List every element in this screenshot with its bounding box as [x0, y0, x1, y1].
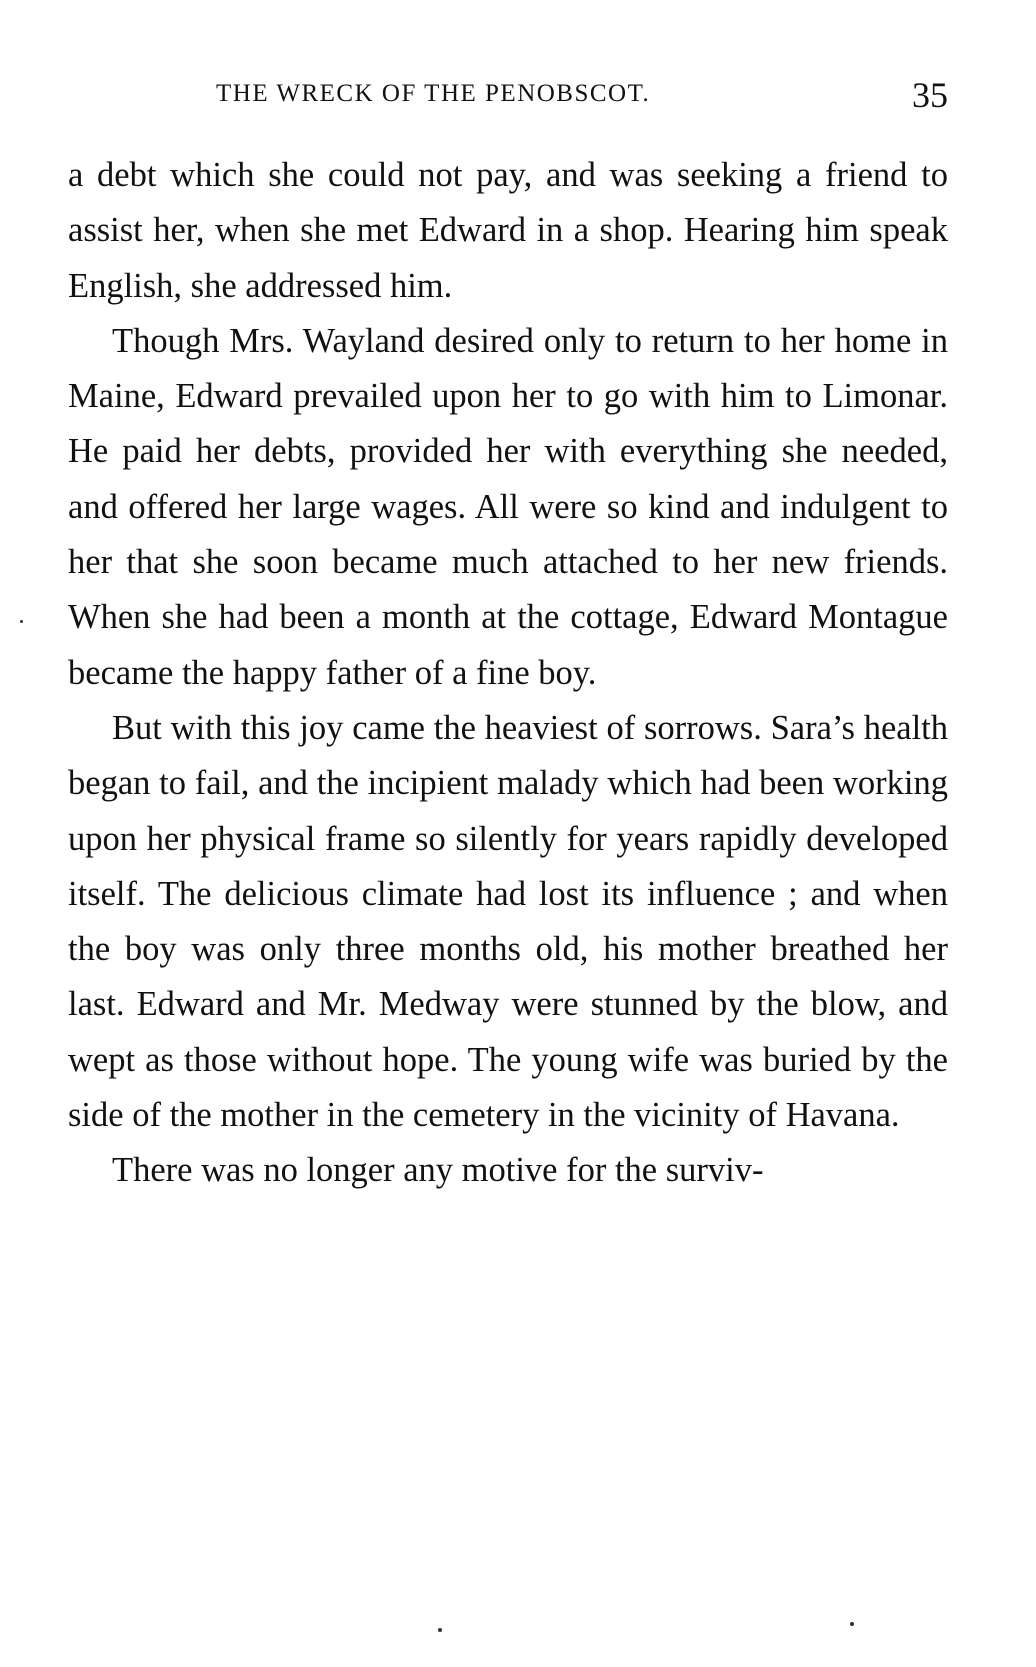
paragraph-continued: a debt which she could not pay, and was seeking a friend to assist her, when she met Edward in a shop. Hearing him speak English, she addressed him. — [68, 156, 948, 305]
paragraph-mrs-wayland: Though Mrs. Wayland desired only to return to her home in Maine, Edward prevailed upon her to go with him to Limonar. He paid her debts, provided her with everything she needed, and offered her large wages. All were so kind and indulgent to her that she soon became much attached to her new friends. When she had been a month at the cottage, Edward Montague became the happy father of a fine boy. — [68, 321, 948, 692]
page-number: 35 — [912, 75, 948, 115]
print-speck — [850, 1622, 854, 1626]
body-text — [68, 148, 948, 1199]
paragraph-no-motive: There was no longer any motive for the surviv- — [112, 1151, 764, 1190]
print-speck — [20, 620, 23, 623]
paragraph-sorrows: But with this joy came the heaviest of sorrows. Sara’s health began to fail, and the incipient malady which had been working upon her physical frame so silently for years rapidly developed itself. The delicious climate had lost its influence ; and when the boy was only three months old, his mother breathed her last. Edward and Mr. Medway were stunned by the blow, and wept as those without hope. The young wife was buried by the side of the mother in the cemetery in the vicinity of Havana. — [68, 708, 948, 1135]
running-head — [68, 74, 948, 118]
print-speck — [438, 1628, 442, 1632]
running-title: THE WRECK OF THE PENOBSCOT. — [216, 80, 651, 107]
